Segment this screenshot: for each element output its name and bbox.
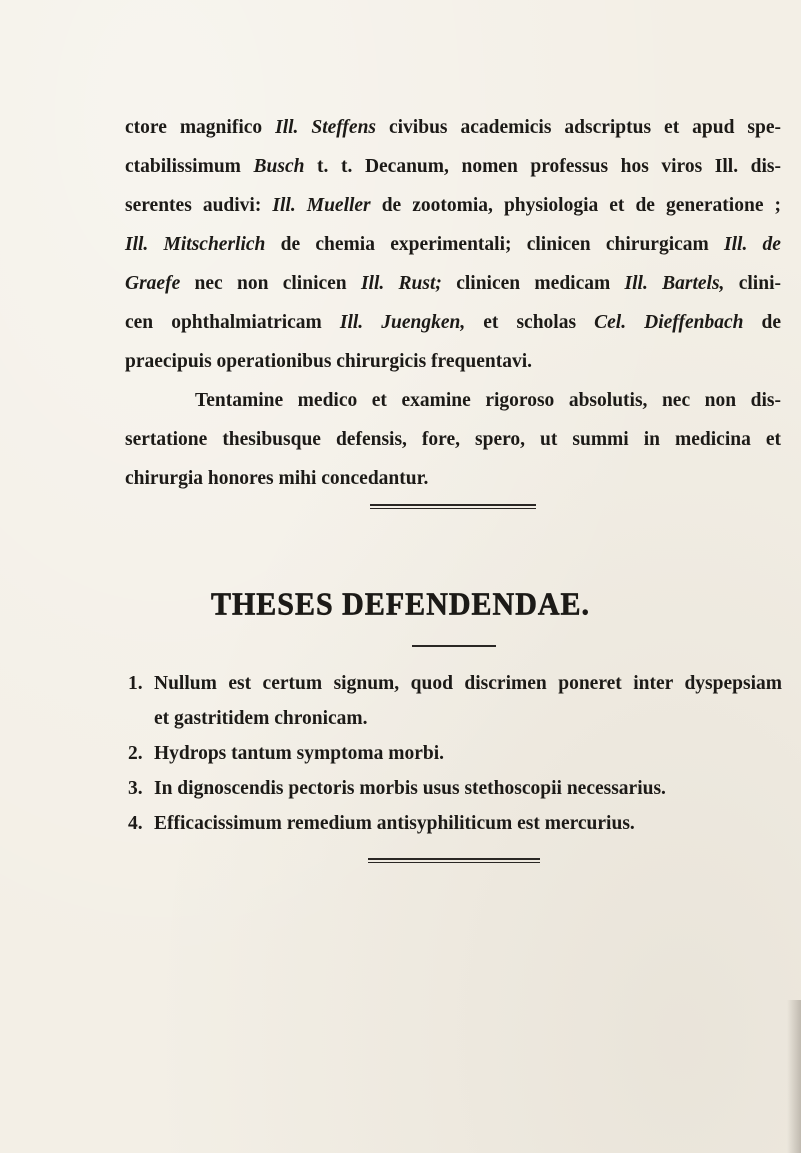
text-run: clinicen medicam	[441, 273, 625, 294]
text-line	[125, 420, 781, 459]
text-line	[125, 381, 781, 420]
text-run: et scholas	[465, 312, 595, 333]
text-line	[125, 342, 781, 381]
page-edge-shadow	[787, 1000, 801, 1153]
thesis-item	[128, 736, 782, 771]
theses-heading-text: THESES DEFENDENDAE.	[210, 587, 591, 622]
thesis-number: 2.	[128, 743, 143, 764]
thesis-item	[128, 806, 782, 841]
text-line	[125, 303, 781, 342]
italic-name: Ill. Mitscherlich	[125, 234, 266, 255]
text-run: serentes audivi:	[125, 195, 273, 216]
italic-name: Busch	[253, 156, 305, 177]
decorative-rule-bottom	[368, 858, 540, 863]
text-run: ctore magnifico	[125, 117, 276, 138]
thesis-text: Hydrops tantum symptoma morbi.	[154, 743, 444, 764]
paragraph-petition	[125, 381, 781, 498]
italic-name: Ill. Steffens	[275, 117, 377, 138]
text-line	[125, 186, 781, 225]
text-run: t. t. Decanum, nomen professus hos viros Ill. dis-	[304, 156, 781, 177]
decorative-rule-heading	[412, 645, 496, 649]
italic-name: Ill. Bartels,	[624, 273, 725, 294]
text-run: clini-	[724, 273, 781, 294]
text-line	[125, 108, 781, 147]
text-line	[125, 147, 781, 186]
text-run: praecipuis operationibus chirurgicis frequentavi.	[125, 351, 532, 372]
italic-name: Ill. de	[724, 234, 781, 255]
thesis-text: In dignoscendis pectoris morbis usus stethoscopii necessarius.	[154, 778, 666, 799]
italic-name: Cel. Dieffenbach	[594, 312, 744, 333]
text-run: sertatione thesibusque defensis, fore, spero, ut summi in medicina et	[125, 429, 781, 450]
thesis-item	[128, 666, 782, 736]
italic-name: Ill. Mueller	[272, 195, 371, 216]
thesis-number: 4.	[128, 813, 143, 834]
thesis-number: 3.	[128, 778, 143, 799]
text-run: de chemia experimentali; clinicen chirurgicam	[265, 234, 725, 255]
italic-name: Graefe	[125, 273, 181, 294]
text-run: de zootomia, physiologia et de generatione ;	[370, 195, 781, 216]
text-run: nec non clinicen	[180, 273, 361, 294]
paragraph-acknowledgements	[125, 108, 781, 381]
text-line	[125, 225, 781, 264]
theses-list	[128, 666, 782, 841]
thesis-text-continued: et gastritidem chronicam.	[154, 708, 368, 729]
text-run: cen ophthalmiatricam	[125, 312, 340, 333]
italic-name: Ill. Rust;	[360, 273, 442, 294]
italic-name: Ill. Juengken,	[339, 312, 466, 333]
text-line	[125, 459, 781, 498]
thesis-number: 1.	[128, 673, 143, 694]
thesis-item	[128, 771, 782, 806]
text-run: de	[743, 312, 782, 333]
decorative-rule-top	[370, 504, 536, 509]
text-run: chirurgia honores mihi concedantur.	[125, 468, 429, 489]
text-run: civibus academicis adscriptus et apud spe-	[376, 117, 781, 138]
theses-heading	[0, 585, 801, 625]
thesis-text: Nullum est certum signum, quod discrimen poneret inter dyspepsiam	[154, 673, 782, 694]
text-line	[125, 264, 781, 303]
text-run: ctabilissimum	[125, 156, 254, 177]
text-run: Tentamine medico et examine rigoroso absolutis, nec non dis-	[195, 390, 781, 411]
thesis-text: Efficacissimum remedium antisyphiliticum est mercurius.	[154, 813, 635, 834]
